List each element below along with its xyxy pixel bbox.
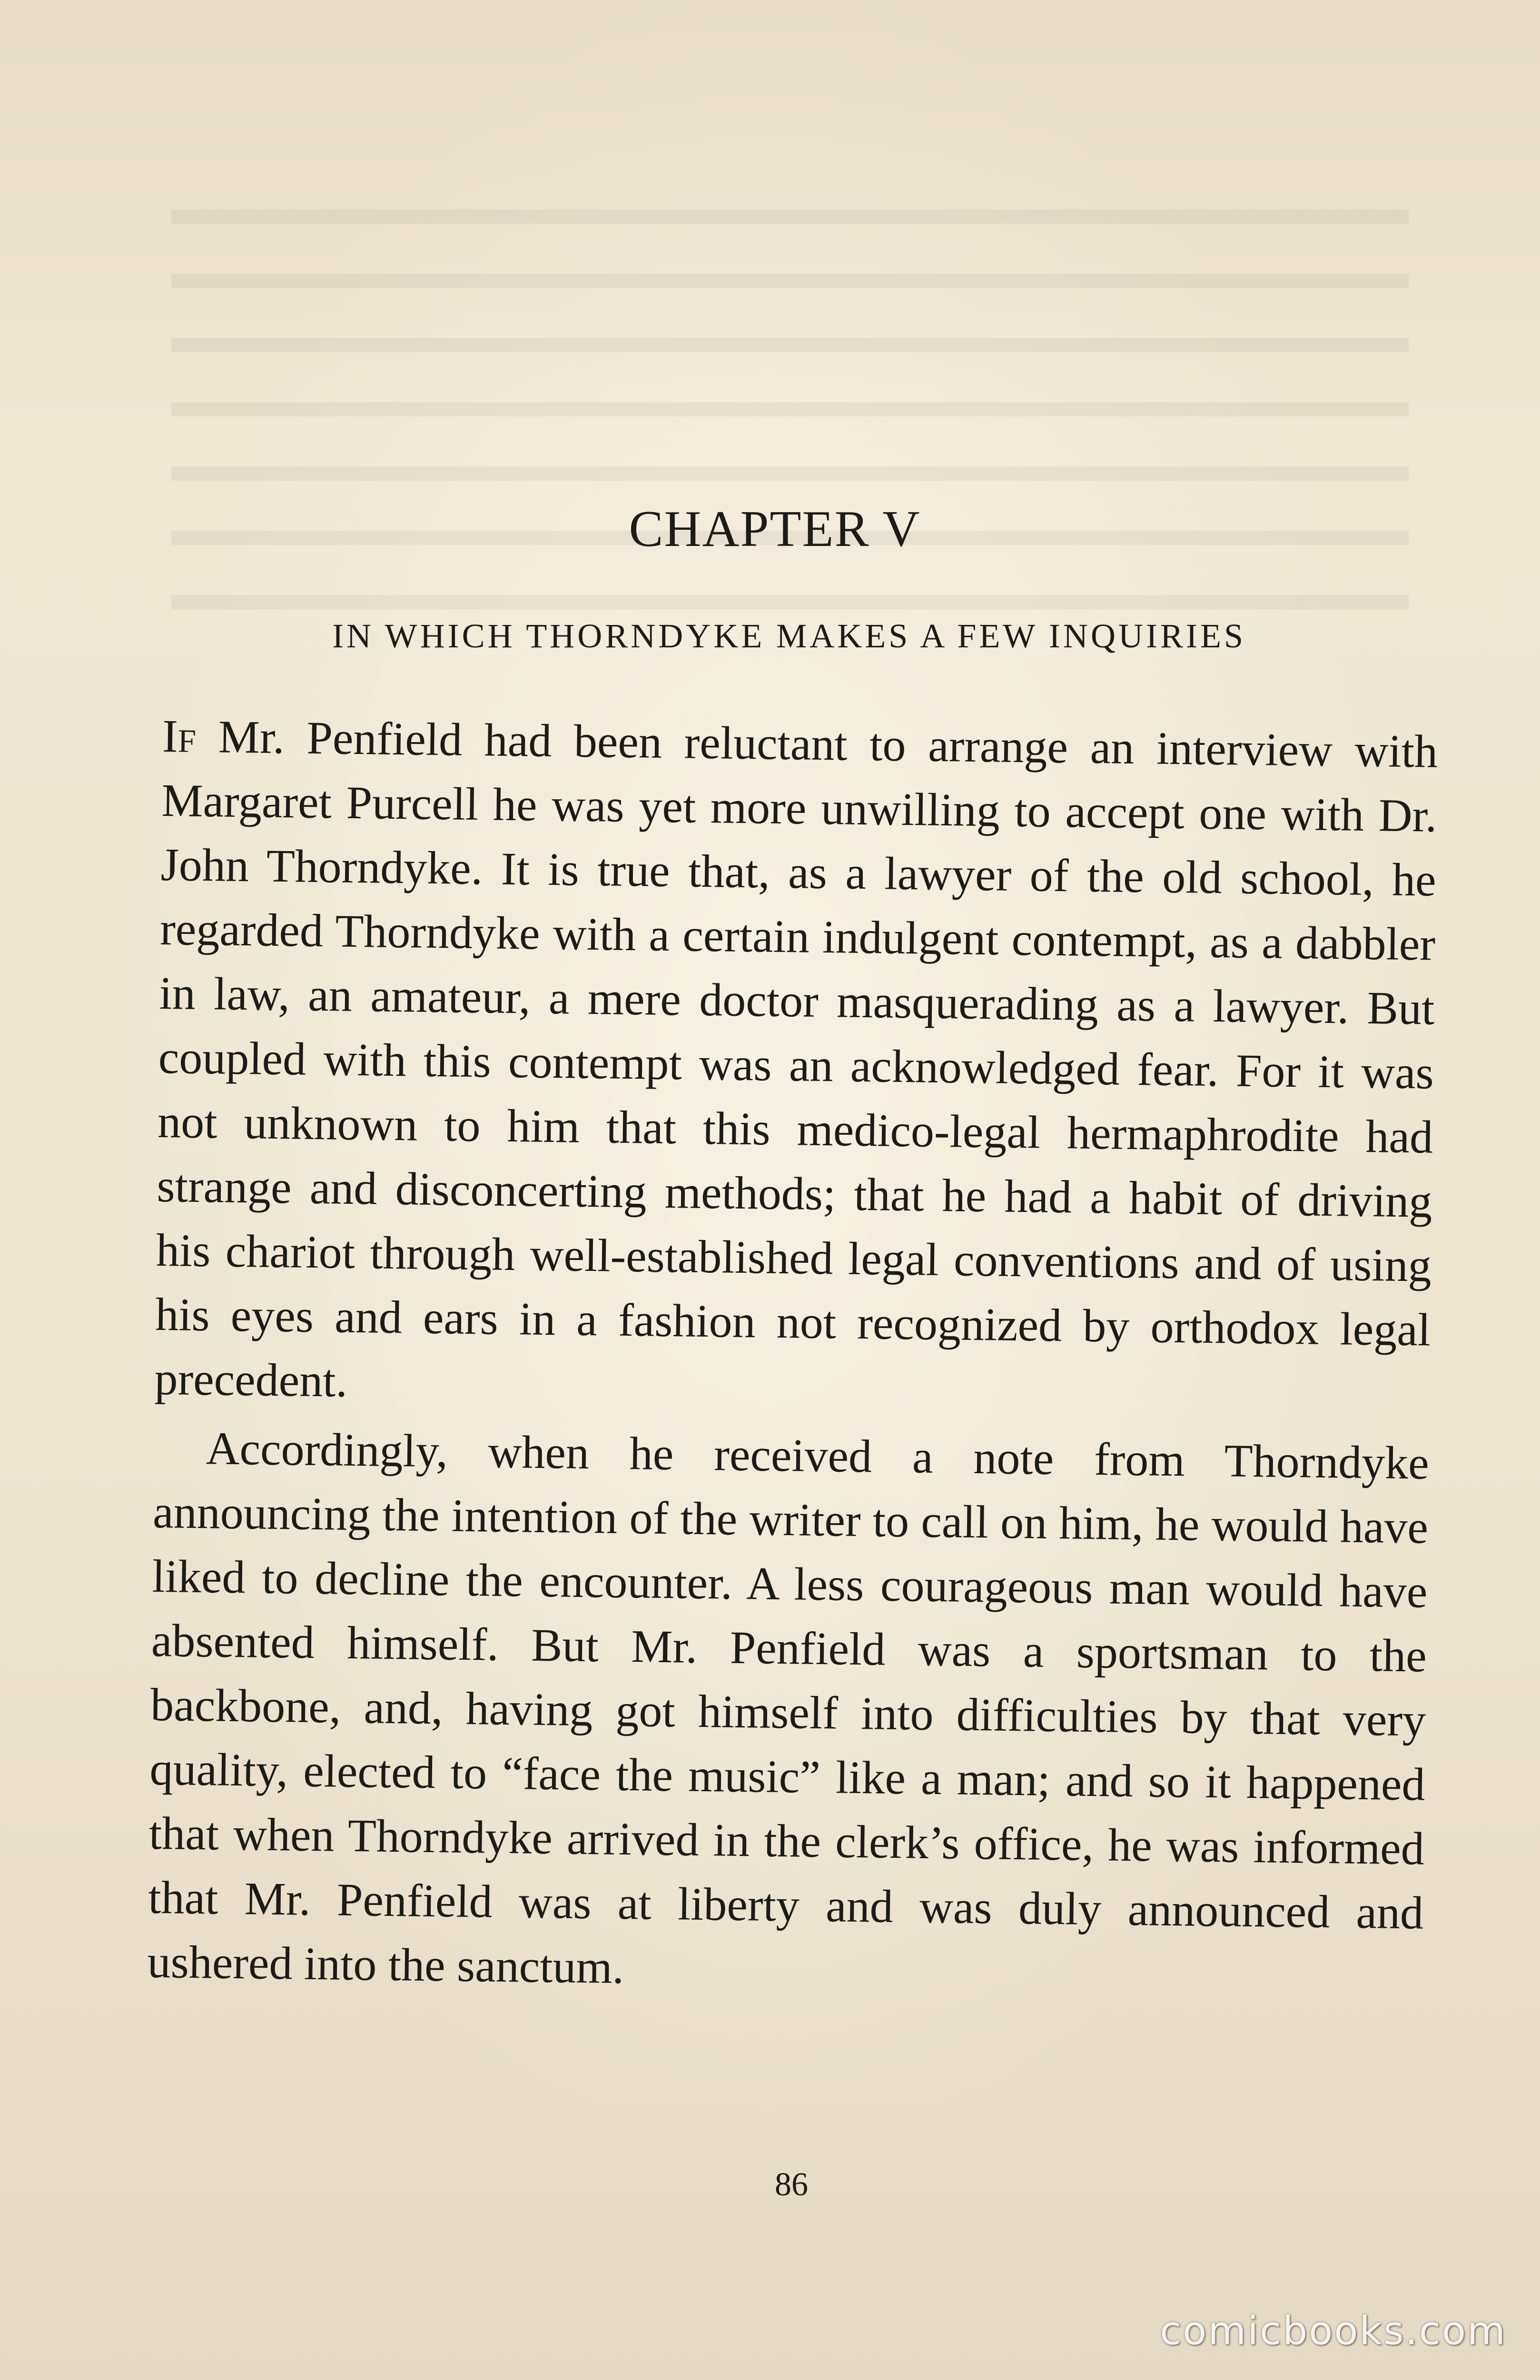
chapter-body bbox=[147, 704, 1438, 2010]
site-watermark: comicbooks.com bbox=[1160, 2309, 1507, 2354]
chapter-title: CHAPTER V bbox=[629, 501, 921, 557]
drop-initial: If bbox=[162, 710, 197, 763]
page-number: 86 bbox=[775, 2166, 808, 2203]
chapter-subtitle: IN WHICH THORNDYKE MAKES A FEW INQUIRIES bbox=[332, 617, 1246, 655]
paragraph-1 bbox=[154, 704, 1438, 1427]
paragraph-1-text: Mr. Penfield had been reluctant to arrange an interview with Margaret Purcell he was yet more unwilling to accept one with Dr. John Thorndyke. It is true that, as a lawyer of the old school, he regarded Thorndyke with a certain indulgent contempt, as a dabbler in law, an amateur, a mere doctor masquerading as a lawyer. But coupled with this contempt was an acknowledged fear. For it was not unknown to him that this medico-legal hermaphrodite had strange and disconcerting methods; that he had a habit of driving his chariot through well-established legal conventions and of using his eyes and ears in a fashion not recognized by orthodox legal precedent. bbox=[154, 711, 1438, 1407]
paragraph-2: Accordingly, when he received a note from Thorndyke announcing the intention of the writer to call on him, he would have liked to decline the encounter. A less courageous man would have absented himself. But Mr. Penfield was a sportsman to the backbone, and, having got himself into difficulties by that very quality, elected to “face the music” like a man; and so it happened that when Thorndyke arrived in the clerk’s office, he was informed that Mr. Penfield was at liberty and was duly announced and ushered into the sanctum. bbox=[147, 1423, 1430, 1994]
